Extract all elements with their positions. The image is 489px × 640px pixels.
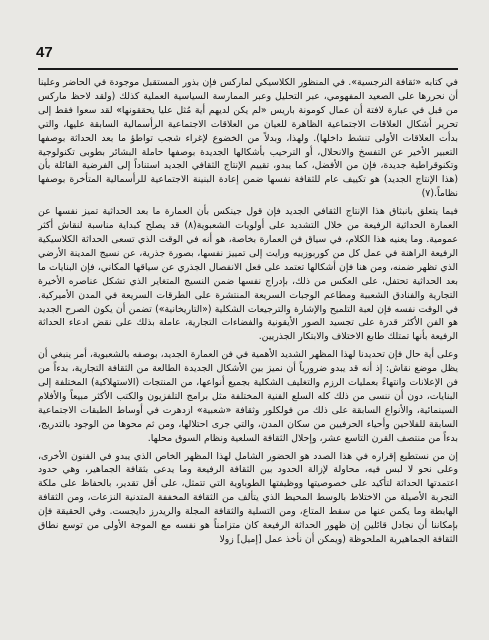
paragraph-4: إن من نستطيع إقراره في هذا الصدد هو الحضور الشامل لهذا المظهر الخاص الذي يبدو في الفنون الأخرى، وعلى نحو لا لبس فيه، محاولة لإزالة الحدود بين الثقافة الرفيعة وما يدعى بثقافة الجماهير، وهي حدود اعتمدتها الحداثة لتأكيد على خصوصيتها ووظيفتها الطوباوية التي تتمثل، على أقل تقدير، بالحفاظ على ملكة التجربة الأصيلة من الاختلاط بالوسط المحيط الذي يتألف من الثقافة المخففة المتدنية النزعات، ومن الثقافة الهابطة وما يكمن عنها من سقط المتاع، ومن التسلية والثقافة المجلة والريدرز دايجست. وفي الحقيقة فإن بإمكاننا أن نجادل قائلين إن ظهور الحداثة الرفيعة كان متزامناً هو نفسه مع الموجة الأولى من توسع نطاق الثقافة الجماهيرية الملحوظة (ويمكن أن نأخذ عمل [إميل] زولا: [38, 450, 458, 545]
paragraph-2: فيما يتعلق بانبثاق هذا الإنتاج الثقافي الجديد فإن قول جينكس بأن العمارة ما بعد الحداثية تميز نفسها عن العمارة الحداثية الرفيعة من خلال التشديد على أولويات الشعبوية(٨) قد يصلح كبداية مناسبة لنقاش أكثر عمومية. وما يعنيه هذا الكلام، في سياق فن العمارة بخاصة، هو أنه في الوقت الذي تسعى الحداثة الكلاسيكية الرفيعة الراهنة في عمل كل من كوربوزييه ورايت إلى تمييز نفسها، بصورة جذرية، عن نسيج المدينة الأرضي الذي تظهر ضمنه، ومن هنا فإن أشكالها تعتمد على فعل الانفصال الجذري عن سياقها المكاني، فإن البنايات ما بعد الحداثية تحتفل، على العكس من ذلك، بإدراج نفسها ضمن النسيج المتغاير الذي تشكل عناصره الأخيرة التجارية والفنادق الشعبية ومطاعم الوجبات السريعة المنتشرة على الطرقات السريعة في المدن الأميركية. في الوقت نفسه فإن لعبة التلميح والإشارة والترجيعات الشكلية («التاريخانية») تضمن أن يكون الصرح الجديد هو الفن الأكثر قدرة على تجسيد الصور الأيقونية والفضاءات التجارية، عاملة بذلك على نقض ادعاء الحداثة الرفيعة بأنها تمتلك طابع الاختلاف والابتكار الجذريين.: [38, 206, 458, 343]
header-rule: [38, 68, 458, 70]
paragraph-3: وعلى أية حال فإن تحديدنا لهذا المظهر الشديد الأهمية في فن العمارة الجديد، بوصفه بالشعبوية، أمر ينبغي أن يظل موضع نقاش: إذ أنه قد يبدو ضرورياً أن نميز بين الأشكال الجديدة الطالعة من الثقافة التجارية، بدءاً من فن الإعلانات وانتهاءً بعمليات الرزم والتغليف الشكلية بجميع أنواعها، من المنتجات (الاستهلاكية) المختلفة إلى البنايات، دون أن ننسى من ذلك كله السلع الفنية المختلفة مثل برامج التلفزيون والكتب الأكثر مبيعاً والأفلام السينمائية، والأنواع السابقة على ذلك من فولكلور وثقافة «شعبية» ازدهرت في أوساط الطبقات الاجتماعية السابقة للفلاحين وأحياء الحرفيين من سكان المدن، والتي جرى احتلالها، ومن ثم محوها من الوجود بالتدريج، بدءاً من منتصف القرن التاسع عشر، وإحلال الثقافة السلعية ونظام السوق محلها.: [38, 349, 458, 444]
page-number: 47: [36, 44, 53, 61]
body-text: [38, 76, 458, 551]
paragraph-1: في كتابه «ثقافة النرجسية». في المنظور الكلاسيكي لماركس فإن بذور المستقبل موجودة في الحاضر وعلينا أن نحررها على الصعيد المفهومي، عبر التحليل وعبر الممارسة السياسية العملية كذلك (ولقد لاحظ ماركس من قبل في عبارة لافتة أن عمال كومونة باريس «لم يكن لديهم أية مُثل عليا يحققونها» لقد سعوا فقط إلى تحرير أشكال العلاقات الاجتماعية الظاهرة للعيان من العلاقات الاجتماعية الرأسمالية السابقة عليها، والتي بدأت العلاقات الأولى تنشط داخلها). ولهذا، وبدلاً من الخضوع لإغراء شجب تواطؤ ما بعد الحداثة بوصفها التعبير الأخير عن التفسخ والانحلال، أو الترحيب بأشكالها الجديدة بوصفها حاملة البشائر بطوبى تكنولوجية وتكنوقراطية جديدة، فإن من الأفضل، كما يبدو، تقييم الإنتاج الثقافي الجديد استناداً إلى الفرضية القائلة بأن (هذا الإنتاج الجديد) هو تكييف عام للثقافة نفسها ضمن إعادة البنينة الاجتماعية للرأسمالية المتأخرة بوصفها نظاماً.(٧): [38, 77, 458, 200]
